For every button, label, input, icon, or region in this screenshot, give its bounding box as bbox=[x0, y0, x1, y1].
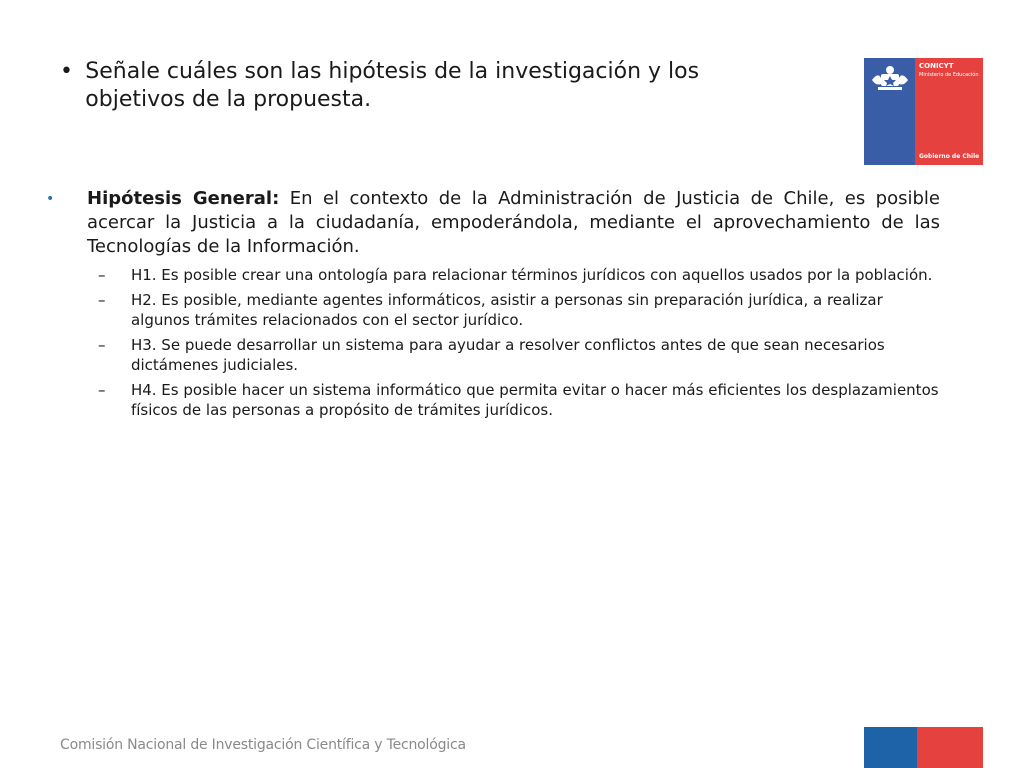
logo-blue-panel bbox=[864, 58, 915, 165]
list-dash: – bbox=[98, 381, 106, 399]
list-dash: – bbox=[98, 336, 106, 354]
footer-red-block bbox=[917, 727, 983, 768]
hypothesis-h3: H3. Se puede desarrollar un sistema para ayudar a resolver conflictos antes de que sean necesarios dictámenes judiciales. bbox=[130, 336, 885, 374]
general-hypothesis-text: En el contexto de la Administración de Justicia de Chile, es posible acercar la Justicia a la ciudadanía, empoderándola, mediante el aprovechamiento de las Tecnologías de la Información. bbox=[87, 188, 940, 257]
list-dash: – bbox=[98, 266, 106, 284]
list-item bbox=[44, 265, 940, 285]
main-bullet: • bbox=[46, 191, 55, 207]
hypothesis-h2: H2. Es posible, mediante agentes informáticos, asistir a personas sin preparación jurídica, a realizar algunos trámites relacionados con el sector jurídico. bbox=[130, 291, 883, 329]
hypothesis-list bbox=[44, 265, 940, 420]
list-dash: – bbox=[98, 291, 106, 309]
slide-title: Señale cuáles son las hipótesis de la investigación y los objetivos de la propuesta. bbox=[85, 59, 700, 112]
footer-flag-bar bbox=[864, 727, 983, 768]
slide-title-row bbox=[60, 58, 760, 114]
footer-blue-block bbox=[864, 727, 917, 768]
logo-org-name: CONICYT bbox=[919, 62, 954, 70]
logo-government: Gobierno de Chile bbox=[919, 153, 980, 160]
list-item bbox=[44, 290, 940, 330]
slide-content bbox=[44, 187, 940, 425]
title-bullet: • bbox=[60, 59, 73, 84]
coat-of-arms-icon bbox=[868, 64, 912, 94]
logo-red-panel bbox=[915, 58, 983, 165]
hypothesis-h4: H4. Es posible hacer un sistema informático que permita evitar o hacer más eficientes los desplazamientos físicos de las personas a propósito de trámites jurídicos. bbox=[130, 381, 939, 419]
list-item bbox=[44, 380, 940, 420]
slide-title-block bbox=[60, 58, 760, 114]
footer-institution: Comisión Nacional de Investigación Científica y Tecnológica bbox=[60, 737, 466, 753]
general-hypothesis-label: Hipótesis General: bbox=[87, 188, 280, 209]
main-bullet-item bbox=[44, 187, 940, 259]
hypothesis-h1: H1. Es posible crear una ontología para relacionar términos jurídicos con aquellos usados por la población. bbox=[130, 266, 933, 284]
conicyt-logo bbox=[864, 58, 983, 165]
list-item bbox=[44, 335, 940, 375]
logo-ministry: Ministerio de Educación bbox=[919, 72, 979, 78]
general-hypothesis bbox=[87, 187, 940, 259]
